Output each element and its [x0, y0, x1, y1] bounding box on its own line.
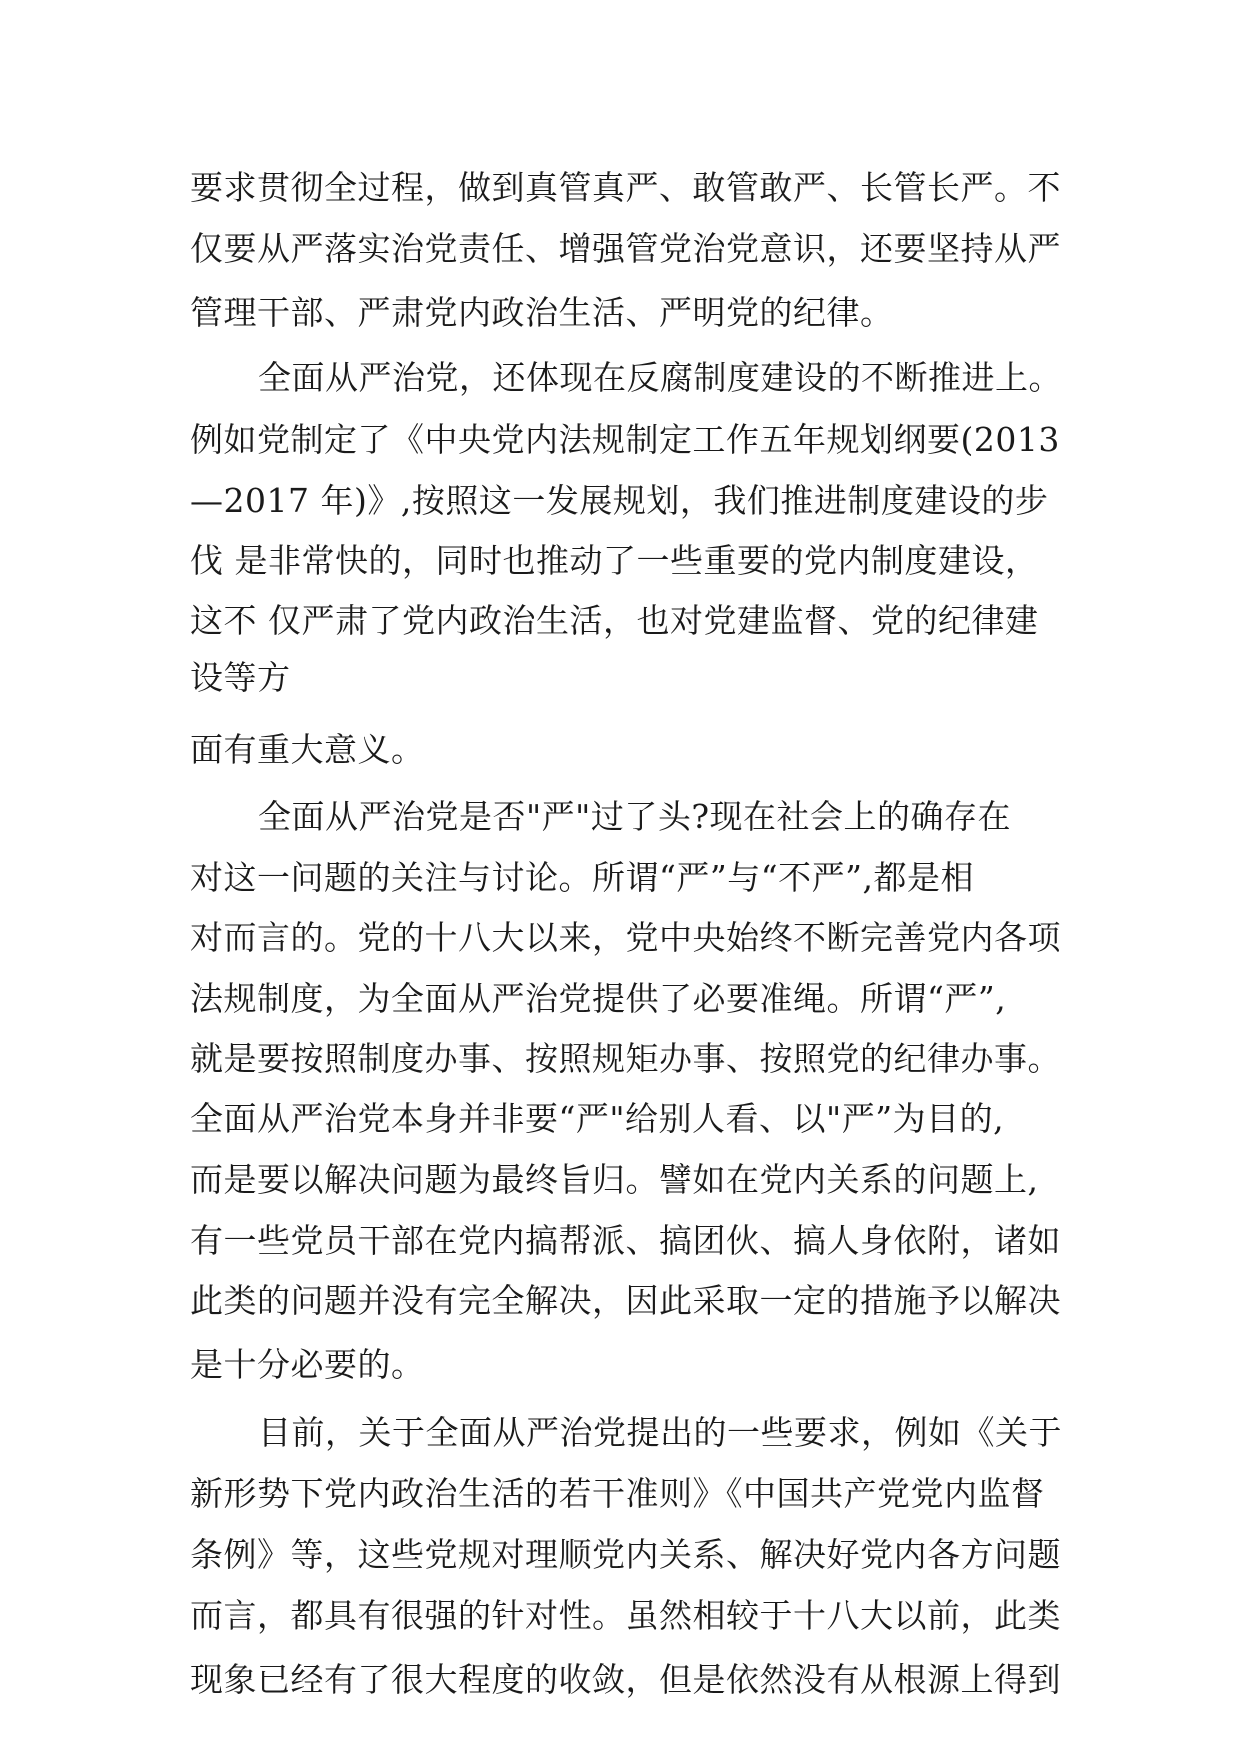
text-line: 而是要以解决问题为最终旨归。譬如在党内关系的问题上,: [190, 1160, 1039, 1199]
text-line: —2017 年)》,按照这一发展规划，我们推进制度建设的步: [190, 481, 1049, 520]
text-line: 这不 仅严肃了党内政治生活，也对党建监督、党的纪律建: [190, 601, 1039, 640]
text-line: 全面从严治党本身并非要“严"给别人看、以"严”为目的,: [190, 1099, 1005, 1138]
text-line: 管理干部、严肃党内政治生活、严明党的纪律。: [190, 293, 894, 332]
text-line: 而言，都具有很强的针对性。虽然相较于十八大以前，此类: [190, 1596, 1061, 1635]
text-line: 设等方: [190, 658, 291, 697]
text-line: 伐 是非常快的，同时也推动了一些重要的党内制度建设，: [190, 541, 1039, 580]
text-line: 是十分必要的。: [190, 1345, 425, 1384]
text-line: 对这一问题的关注与讨论。所谓“严”与“不严”,都是相: [190, 858, 974, 897]
text-line: 要求贯彻全过程，做到真管真严、敢管敢严、长管长严。不: [190, 168, 1061, 207]
paragraph-first-line: 目前，关于全面从严治党提出的一些要求，例如《关于: [258, 1413, 1062, 1452]
text-line: 有一些党员干部在党内搞帮派、搞团伙、搞人身依附，诸如: [190, 1221, 1061, 1260]
text-line: 例如党制定了《中央党内法规制定工作五年规划纲要(2013: [190, 420, 1060, 459]
text-line: 仅要从严落实治党责任、增强管党治党意识，还要坚持从严: [190, 229, 1061, 268]
text-line: 面有重大意义。: [190, 730, 425, 769]
text-line: 对而言的。党的十八大以来，党中央始终不断完善党内各项: [190, 918, 1061, 957]
text-line: 法规制度，为全面从严治党提供了必要准绳。所谓“严”,: [190, 979, 1007, 1018]
text-line: 此类的问题并没有完全解决，因此采取一定的措施予以解决: [190, 1281, 1061, 1320]
text-line: 条例》等，这些党规对理顺党内关系、解决好党内各方问题: [190, 1535, 1061, 1574]
text-line: 现象已经有了很大程度的收敛，但是依然没有从根源上得到: [190, 1660, 1061, 1699]
paragraph-first-line: 全面从严治党是否"严"过了头?现在社会上的确存在: [258, 797, 1012, 836]
paragraph-first-line: 全面从严治党，还体现在反腐制度建设的不断推进上。: [258, 358, 1062, 397]
text-line: 新形势下党内政治生活的若干准则》《中国共产党党内监督: [190, 1474, 1045, 1513]
text-line: 就是要按照制度办事、按照规矩办事、按照党的纪律办事。: [190, 1039, 1061, 1078]
